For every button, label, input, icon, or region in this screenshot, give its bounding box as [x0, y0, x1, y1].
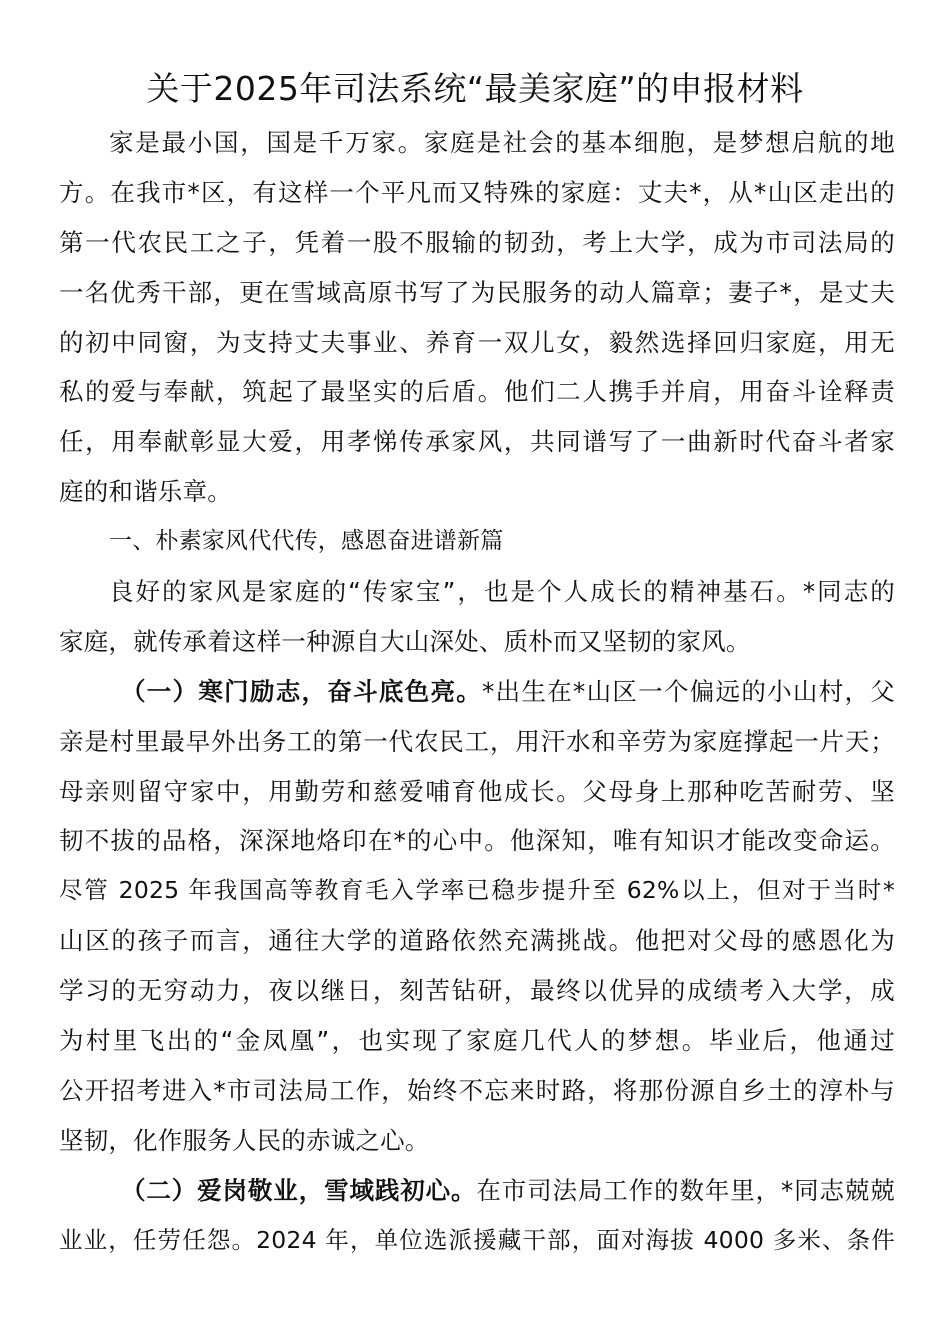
subsection-heading: （二）爱岗敬业，雪域践初心。: [121, 1175, 477, 1205]
paragraph-line: 一名优秀干部，更在雪域高原书写了为民服务的动人篇章；妻子*，是丈夫: [59, 277, 895, 307]
paragraph-line: 学习的无穷动力，夜以继日，刻苦钻研，最终以优异的成绩考入大学，成: [59, 976, 895, 1006]
paragraph-line: 第一代农民工之子，凭着一股不服输的韧劲，考上大学，成为市司法局的: [59, 227, 895, 257]
document-title: 关于2025年司法系统“最美家庭”的申报材料: [146, 69, 804, 108]
paragraph-line: 私的爱与奉献，筑起了最坚实的后盾。他们二人携手并肩，用奋斗诠释责: [59, 377, 895, 407]
paragraph-line: 任，用奉献彰显大爱，用孝悌传承家风，共同谱写了一曲新时代奋斗者家: [59, 427, 895, 457]
subsection-heading: （一）寒门励志，奋斗底色亮。: [121, 676, 483, 706]
paragraph-line: 庭的和谐乐章。: [59, 477, 232, 507]
paragraph-line: 坚韧，化作服务人民的赤诚之心。: [59, 1125, 430, 1155]
paragraph-line: 公开招考进入*市司法局工作，始终不忘来时路，将那份源自乡土的淳朴与: [59, 1075, 895, 1105]
paragraph-line: 母亲则留守家中，用勤劳和慈爱哺育他成长。父母身上那种吃苦耐劳、坚: [59, 776, 895, 806]
paragraph-text: 在市司法局工作的数年里，*同志兢兢: [476, 1175, 895, 1205]
paragraph-line: 山区的孩子而言，通往大学的道路依然充满挑战。他把对父母的感恩化为: [59, 926, 895, 956]
document-body: [59, 118, 895, 1265]
paragraph-line: 方。在我市*区，有这样一个平凡而又特殊的家庭：丈夫*，从*山区走出的: [59, 177, 895, 207]
paragraph-line: 为村里飞出的“金凤凰”，也实现了家庭几代人的梦想。毕业后，他通过: [59, 1026, 895, 1056]
paragraph-line: 尽管 2025 年我国高等教育毛入学率已稳步提升至 62%以上，但对于当时*: [59, 876, 895, 905]
paragraph-line: [59, 1166, 895, 1216]
paragraph-line: 的初中同窗，为支持丈夫事业、养育一双儿女，毅然选择回归家庭，用无: [59, 327, 895, 357]
paragraph-line: 亲是村里最早外出务工的第一代农民工，用汗水和辛劳为家庭撑起一片天；: [59, 726, 895, 756]
paragraph-line: [59, 667, 895, 717]
paragraph-line: 家庭，就传承着这样一种源自大山深处、质朴而又坚韧的家风。: [59, 626, 751, 656]
section-heading: 一、朴素家风代代传，感恩奋进谱新篇: [109, 528, 504, 555]
paragraph-text: *出生在*山区一个偏远的小山村，父: [482, 676, 895, 706]
paragraph-line: 家是最小国，国是千万家。家庭是社会的基本细胞，是梦想启航的地: [109, 128, 895, 157]
paragraph-line: 韧不拔的品格，深深地烙印在*的心中。他深知，唯有知识才能改变命运。: [59, 826, 895, 856]
paragraph-line: 业业，任劳任怨。2024 年，单位选派援藏干部，面对海拔 4000 多米、条件: [59, 1225, 895, 1254]
paragraph-line: 良好的家风是家庭的“传家宝”，也是个人成长的精神基石。*同志的: [109, 577, 895, 607]
